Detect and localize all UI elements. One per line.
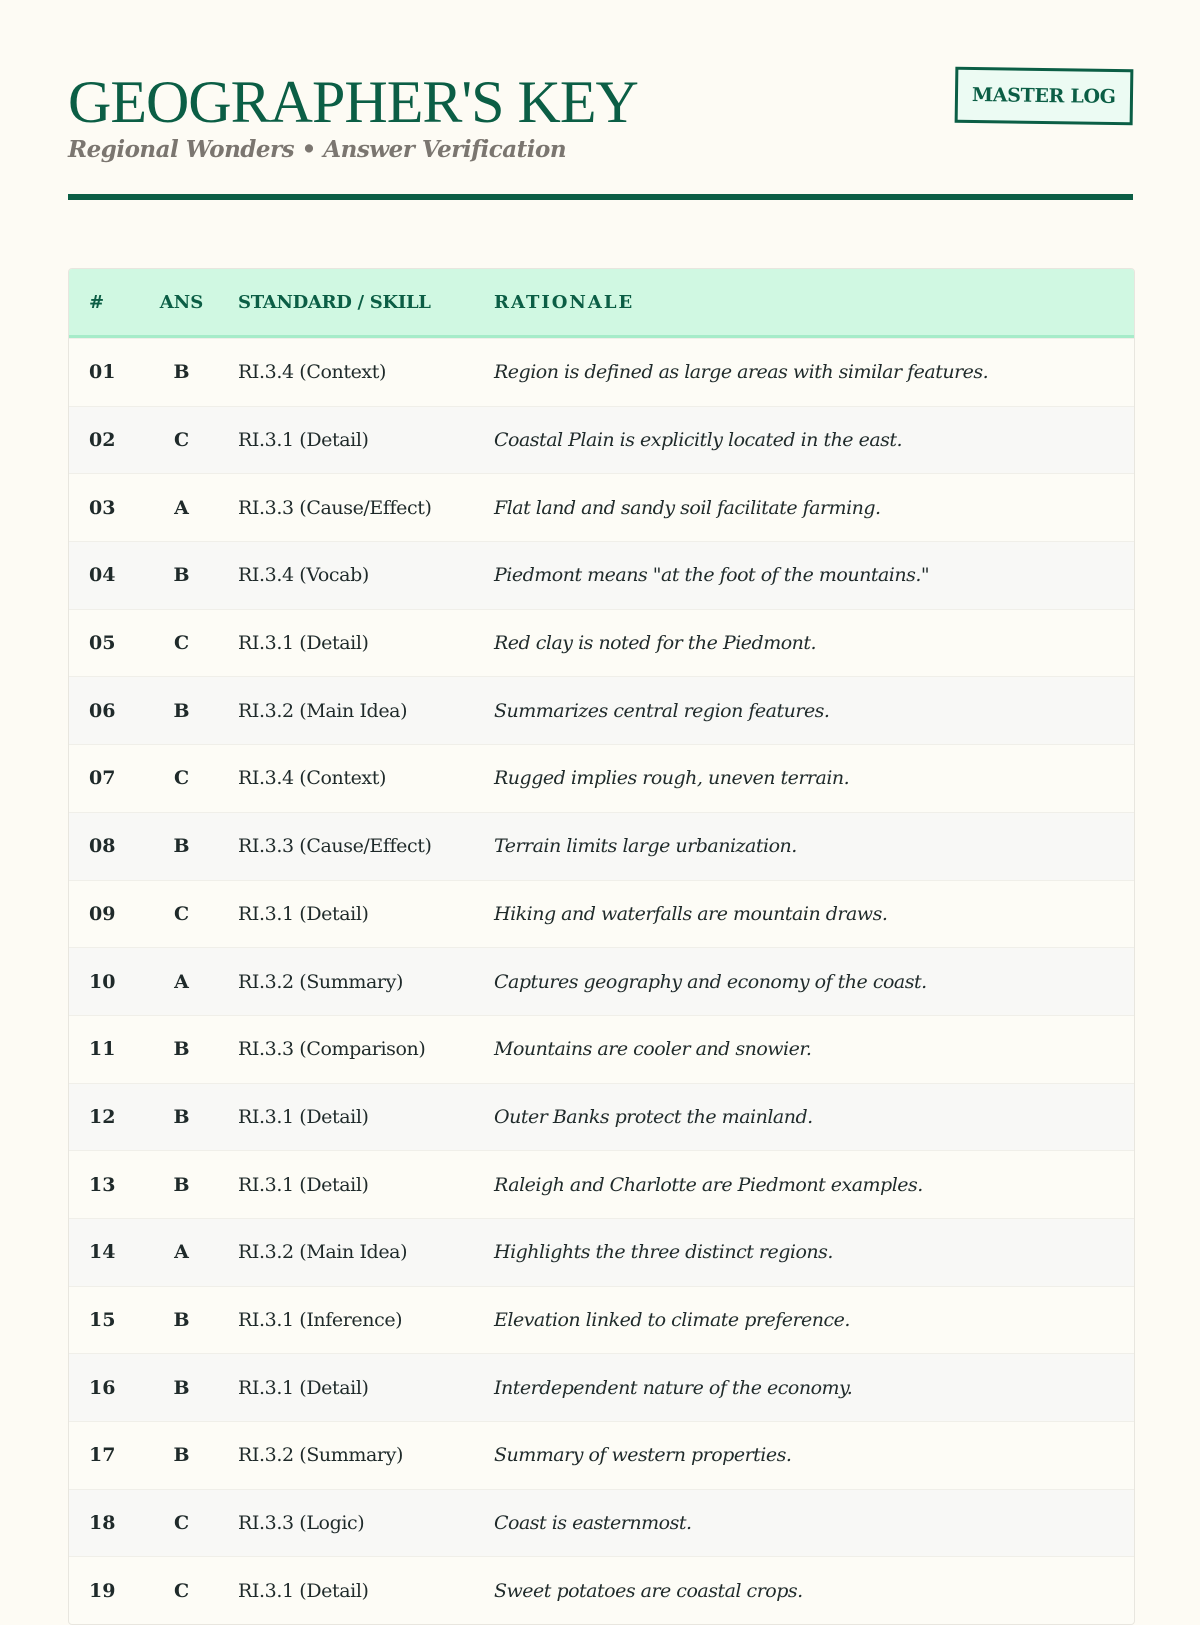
question-number: 03 [89,496,116,519]
rationale: Outer Banks protect the mainland. [494,1105,813,1128]
question-number: 10 [89,970,116,993]
table-header [69,269,1134,338]
question-number: 15 [89,1308,116,1331]
question-number: 18 [89,1512,116,1535]
table-row [69,676,1134,744]
answer: A [174,496,189,519]
standard-skill: RI.3.2 (Summary) [238,970,403,993]
rationale: Summary of western properties. [494,1444,792,1467]
table-row [69,1421,1134,1489]
rationale: Interdependent nature of the economy. [494,1376,853,1399]
standard-skill: RI.3.1 (Detail) [238,632,369,655]
rationale: Raleigh and Charlotte are Piedmont examples. [494,1173,923,1196]
answer: A [174,1241,189,1264]
standard-skill: RI.3.1 (Detail) [238,1376,369,1399]
question-number: 08 [89,835,116,858]
answer: B [173,564,190,587]
rationale: Piedmont means "at the foot of the mountains." [494,564,930,587]
standard-skill: RI.3.3 (Comparison) [238,1038,426,1061]
rationale: Terrain limits large urbanization. [494,835,797,858]
table-row [69,744,1134,812]
answer: C [173,1512,190,1535]
column-header-answer: ANS [159,291,204,313]
column-header-rationale: RATIONALE [494,291,635,313]
question-number: 02 [89,429,116,452]
answer: C [173,632,190,655]
page-header [68,70,1133,163]
answer: B [173,1038,190,1061]
question-number: 17 [89,1444,116,1467]
answer: B [173,1105,190,1128]
rationale: Hiking and waterfalls are mountain draws. [494,902,888,925]
question-number: 06 [89,699,116,722]
rationale: Red clay is noted for the Piedmont. [494,632,817,655]
standard-skill: RI.3.2 (Main Idea) [238,699,408,722]
rationale: Flat land and sandy soil facilitate farming. [494,496,881,519]
table-row [69,338,1134,406]
standard-skill: RI.3.3 (Logic) [238,1512,365,1535]
answer: B [173,699,190,722]
rationale: Mountains are cooler and snowier. [494,1038,812,1061]
answer: B [173,1444,190,1467]
header-divider [68,194,1133,200]
question-number: 07 [89,767,116,790]
rationale: Captures geography and economy of the coast. [494,970,927,993]
rationale: Sweet potatoes are coastal crops. [494,1579,803,1602]
standard-skill: RI.3.3 (Cause/Effect) [238,835,432,858]
table-row [69,1489,1134,1557]
column-header-number: # [89,291,105,313]
table-row [69,1286,1134,1354]
table-row [69,609,1134,677]
answer: C [173,767,190,790]
table-row [69,1218,1134,1286]
table-row [69,947,1134,1015]
rationale: Summarizes central region features. [494,699,830,722]
question-number: 05 [89,632,116,655]
standard-skill: RI.3.1 (Detail) [238,1105,369,1128]
standard-skill: RI.3.1 (Detail) [238,1579,369,1602]
answer: B [173,1173,190,1196]
answer: C [173,429,190,452]
rationale: Coast is easternmost. [494,1512,692,1535]
standard-skill: RI.3.2 (Summary) [238,1444,403,1467]
table-row [69,1150,1134,1218]
standard-skill: RI.3.4 (Context) [238,361,386,384]
question-number: 12 [89,1105,116,1128]
master-log-stamp: MASTER LOG [955,67,1133,125]
question-number: 09 [89,902,116,925]
page-title: GEOGRAPHER'S KEY [68,69,638,135]
question-number: 19 [89,1579,116,1602]
table-row [69,406,1134,474]
standard-skill: RI.3.1 (Detail) [238,902,369,925]
standard-skill: RI.3.4 (Context) [238,767,386,790]
rationale: Elevation linked to climate preference. [494,1308,850,1331]
table-row [69,812,1134,880]
standard-skill: RI.3.2 (Main Idea) [238,1241,408,1264]
answer: B [173,361,190,384]
table-row [69,1083,1134,1151]
table-row [69,541,1134,609]
table-row [69,1015,1134,1083]
table-row [69,1353,1134,1421]
answer: C [173,1579,190,1602]
question-number: 11 [89,1038,116,1061]
standard-skill: RI.3.4 (Vocab) [238,564,369,587]
answer: B [173,835,190,858]
standard-skill: RI.3.1 (Detail) [238,429,369,452]
rationale: Region is defined as large areas with similar features. [494,361,989,384]
answer: B [173,1376,190,1399]
question-number: 04 [89,564,116,587]
table-body [69,338,1134,1624]
question-number: 01 [89,361,116,384]
column-header-standard: STANDARD / SKILL [238,291,431,313]
rationale: Highlights the three distinct regions. [494,1241,833,1264]
table-row [69,473,1134,541]
answer-key-table [68,268,1135,1625]
standard-skill: RI.3.1 (Inference) [238,1308,403,1331]
answer: C [173,902,190,925]
question-number: 16 [89,1376,116,1399]
answer: A [174,970,189,993]
rationale: Rugged implies rough, uneven terrain. [494,767,850,790]
table-row [69,880,1134,948]
question-number: 14 [89,1241,116,1264]
table-row [69,1556,1134,1624]
rationale: Coastal Plain is explicitly located in the east. [494,429,903,452]
standard-skill: RI.3.1 (Detail) [238,1173,369,1196]
answer: B [173,1308,190,1331]
question-number: 13 [89,1173,116,1196]
standard-skill: RI.3.3 (Cause/Effect) [238,496,432,519]
page-subtitle: Regional Wonders • Answer Verification [68,136,567,163]
